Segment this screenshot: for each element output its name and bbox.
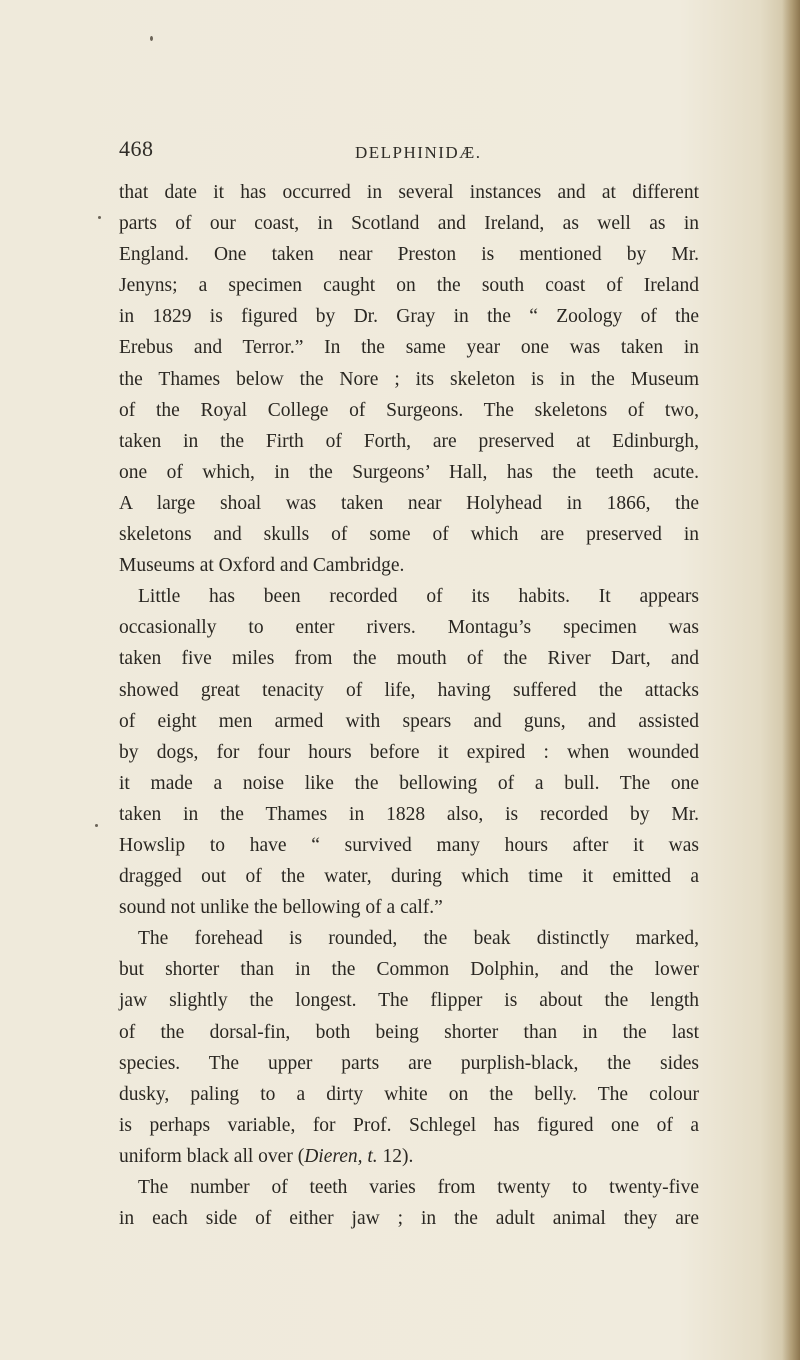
- text-line: that date it has occurred in several instances and at different: [119, 182, 699, 203]
- line-text: uniform black all over: [119, 1145, 293, 1167]
- text-line: A large shoal was taken near Holyhead in 1866, the: [119, 492, 699, 514]
- body-text: [119, 177, 699, 1234]
- citation-plate: 12).: [377, 1145, 414, 1167]
- text-line: Erebus and Terror.” In the same year one was taken in: [119, 337, 699, 359]
- text-line: but shorter than in the Common Dolphin, and the lower: [119, 959, 699, 981]
- text-line: it made a noise like the bellowing of a bull. The one: [119, 772, 699, 794]
- ink-speck: [95, 824, 98, 827]
- ink-speck: [150, 36, 153, 41]
- citation-open: (: [292, 1145, 305, 1167]
- page-edge-shadow: [782, 0, 800, 1360]
- text-line: Jenyns; a specimen caught on the south coast of Ireland: [119, 275, 699, 297]
- text-line: in each side of either jaw ; in the adult animal they are: [119, 1208, 699, 1230]
- text-line: dusky, paling to a dirty white on the belly. The colour: [119, 1083, 699, 1105]
- page-number: 468: [119, 136, 154, 161]
- paragraph-first-line: The forehead is rounded, the beak distinctly marked,: [138, 928, 699, 950]
- text-line: occasionally to enter rivers. Montagu’s specimen was: [119, 617, 699, 639]
- text-line-with-citation: [119, 1141, 699, 1172]
- text-line: of eight men armed with spears and guns, and assisted: [119, 710, 699, 732]
- text-line: skeletons and skulls of some of which are preserved in: [119, 524, 699, 546]
- text-line: one of which, in the Surgeons’ Hall, has the teeth acute.: [119, 461, 699, 483]
- citation-work: Dieren, t.: [304, 1145, 378, 1167]
- text-line: species. The upper parts are purplish-black, the sides: [119, 1052, 699, 1074]
- text-line: is perhaps variable, for Prof. Schlegel has figured one of a: [119, 1114, 699, 1136]
- text-line: England. One taken near Preston is mentioned by Mr.: [119, 244, 699, 266]
- text-line: Howslip to have “ survived many hours after it was: [119, 834, 699, 856]
- paragraph-first-line: Little has been recorded of its habits. It appears: [138, 586, 699, 608]
- running-head: DELPHINIDÆ.: [355, 143, 482, 162]
- text-line: the Thames below the Nore ; its skeleton is in the Museum: [119, 368, 699, 390]
- text-line: taken five miles from the mouth of the River Dart, and: [119, 648, 699, 670]
- text-line: of the Royal College of Surgeons. The skeletons of two,: [119, 399, 699, 421]
- text-line: by dogs, for four hours before it expired : when wounded: [119, 741, 699, 763]
- paragraph-first-line: The number of teeth varies from twenty to twenty-five: [138, 1177, 699, 1198]
- text-line: of the dorsal-fin, both being shorter than in the last: [119, 1021, 699, 1043]
- text-line: Museums at Oxford and Cambridge.: [119, 555, 405, 577]
- ink-speck: [98, 216, 101, 219]
- text-line: taken in the Thames in 1828 also, is recorded by Mr.: [119, 803, 699, 825]
- text-line: parts of our coast, in Scotland and Ireland, as well as in: [119, 213, 699, 235]
- text-line: dragged out of the water, during which time it emitted a: [119, 866, 699, 888]
- text-line: showed great tenacity of life, having suffered the attacks: [119, 679, 699, 701]
- text-line: jaw slightly the longest. The flipper is about the length: [119, 990, 699, 1012]
- text-line: in 1829 is figured by Dr. Gray in the “ Zoology of the: [119, 306, 699, 328]
- text-line: taken in the Firth of Forth, are preserved at Edinburgh,: [119, 430, 699, 452]
- text-line: sound not unlike the bellowing of a calf.”: [119, 897, 443, 919]
